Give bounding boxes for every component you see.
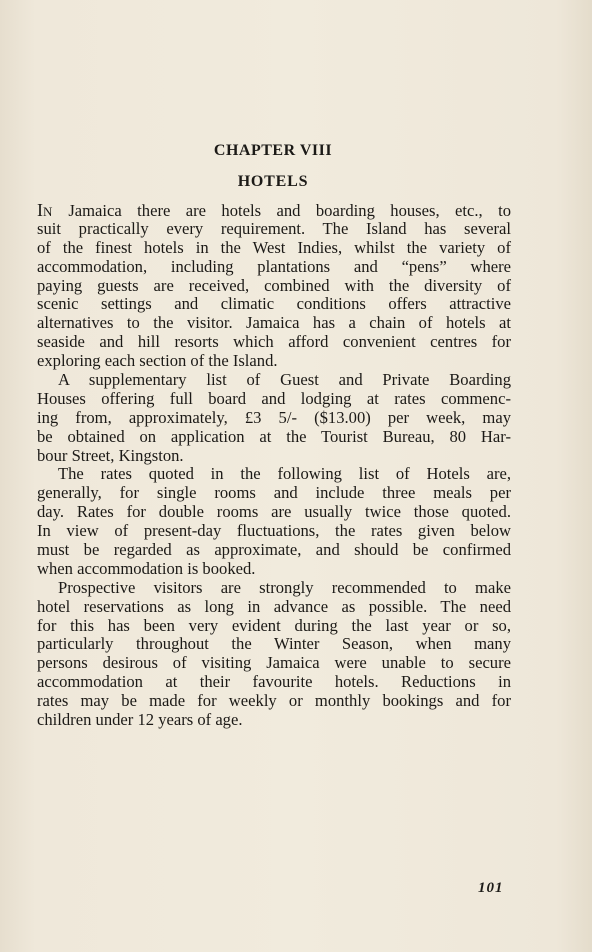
text-line: paying guests are received, combined with the diversity of xyxy=(37,275,511,295)
text-line: suit practically every requirement. The Island has several xyxy=(37,218,511,238)
text-line: exploring each section of the Island. xyxy=(37,351,278,371)
text-line: In view of present-day fluctuations, the rates given below xyxy=(37,521,511,541)
text-line: accommodation, including plantations and “pens” where xyxy=(37,256,511,276)
text-line: The rates quoted in the following list of Hotels are, xyxy=(58,464,511,484)
text-line: alternatives to the visitor. Jamaica has a chain of hotels at xyxy=(37,313,511,333)
paragraph-3 xyxy=(37,465,511,578)
text-line: children under 12 years of age. xyxy=(37,710,243,730)
text-line: A supplementary list of Guest and Private Boarding xyxy=(58,370,511,390)
drop-capital: I xyxy=(37,200,43,220)
text-line: generally, for single rooms and include three meals per xyxy=(37,483,511,503)
text-line xyxy=(37,201,511,220)
text-line: bour Street, Kingston. xyxy=(37,445,184,465)
text-line: must be regarded as approximate, and should be confirmed xyxy=(37,540,511,560)
text-line: particularly throughout the Winter Season, when many xyxy=(37,634,511,654)
text-line: be obtained on application at the Tourist Bureau, 80 Har- xyxy=(37,426,511,446)
text-line: scenic settings and climatic conditions offers attractive xyxy=(37,294,511,314)
text-line: seaside and hill resorts which afford convenient centres for xyxy=(37,332,511,352)
text-line: of the finest hotels in the West Indies, whilst the variety of xyxy=(37,237,511,257)
text-line: ing from, approximately, £3 5/- ($13.00) per week, may xyxy=(37,407,511,427)
text-line: accommodation at their favourite hotels. Reductions in xyxy=(37,672,511,692)
paragraph-1 xyxy=(37,201,511,371)
paragraph-2 xyxy=(37,371,511,465)
chapter-heading: CHAPTER VIII xyxy=(213,142,333,159)
text-line: when accommodation is booked. xyxy=(37,558,256,578)
text-line: rates may be made for weekly or monthly bookings and for xyxy=(37,691,511,711)
text-line: Prospective visitors are strongly recommended to make xyxy=(58,577,511,597)
text-line: persons desirous of visiting Jamaica were unable to secure xyxy=(37,653,511,673)
text-line: hotel reservations as long in advance as possible. The need xyxy=(37,596,511,616)
body-text xyxy=(37,201,511,730)
line-text: Jamaica there are hotels and boarding houses, etc., to xyxy=(52,201,511,220)
paragraph-4 xyxy=(37,579,511,730)
text-line: for this has been very evident during the last year or so, xyxy=(37,615,511,635)
text-line: Houses offering full board and lodging at rates commenc- xyxy=(37,388,511,408)
text-line: day. Rates for double rooms are usually twice those quoted. xyxy=(37,502,511,522)
chapter-title: HOTELS xyxy=(237,173,309,190)
small-caps-letter: N xyxy=(43,204,53,219)
page-number: 101 xyxy=(478,880,504,896)
